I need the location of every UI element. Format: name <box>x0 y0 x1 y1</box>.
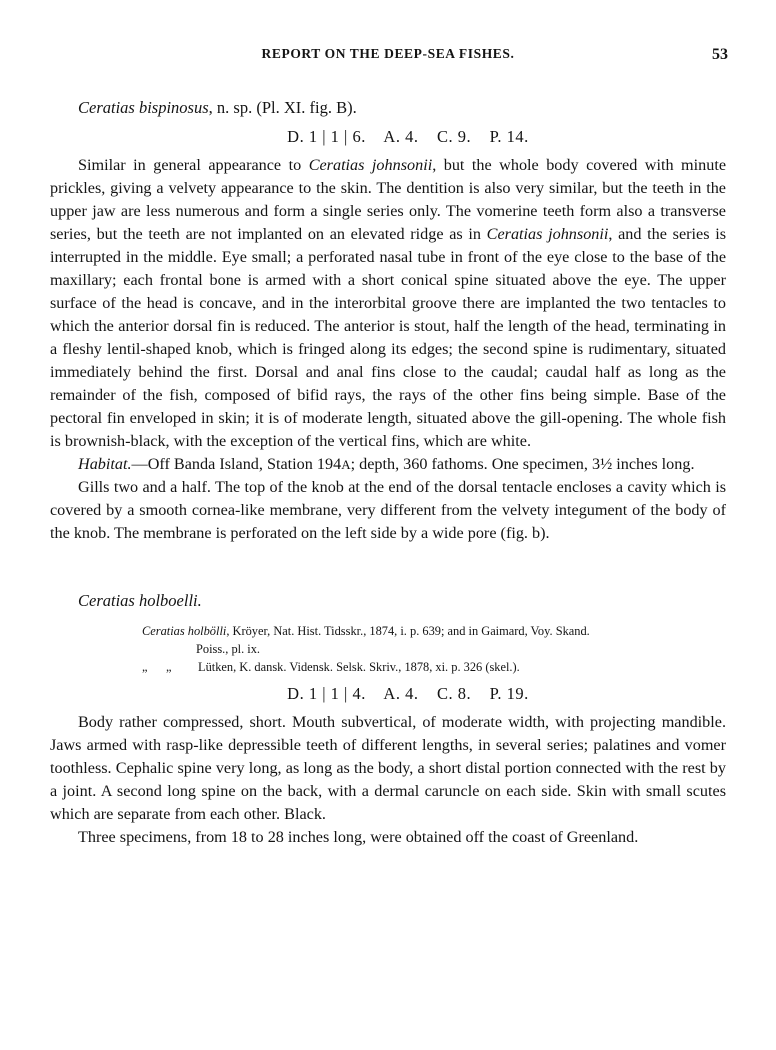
fin-formula: D. 1 | 1 | 6. A. 4. C. 9. P. 14. <box>287 127 529 146</box>
station-suffix: A <box>341 457 351 472</box>
section-gap <box>50 545 726 589</box>
species-name-suffix: , n. sp. (Pl. XI. fig. B). <box>208 98 357 117</box>
habitat-label: Habitat. <box>78 455 132 473</box>
ditto-marks <box>142 658 198 676</box>
species-heading-bispinosus <box>50 96 726 119</box>
species-name: Ceratias holboelli. <box>78 591 202 610</box>
reference-continuation: Poiss., pl. ix. <box>196 642 261 656</box>
species-reference: Ceratias johnsonii <box>486 225 609 243</box>
reference-text: Lütken, K. dansk. Vidensk. Selsk. Skriv., 1878, xi. p. 326 (skel.). <box>198 660 520 674</box>
synonymy-references <box>142 622 726 676</box>
reference-taxon: Ceratias holbölli <box>142 624 227 638</box>
description-text: Similar in general appearance to <box>78 156 309 174</box>
habitat-text-2: ; depth, 360 fathoms. One specimen, 3 <box>350 455 601 473</box>
species-reference: Ceratias johnsonii <box>308 156 433 174</box>
length-fraction: ½ <box>600 455 613 473</box>
fin-formula: D. 1 | 1 | 4. A. 4. C. 8. P. 19. <box>287 684 529 703</box>
ditto-mark: „ <box>142 660 148 674</box>
ditto-mark: „ <box>166 660 172 674</box>
running-head <box>48 46 728 68</box>
habitat-paragraph <box>50 453 726 476</box>
running-title: REPORT ON THE DEEP-SEA FISHES. <box>261 46 515 61</box>
page-number: 53 <box>712 46 728 63</box>
reference-line <box>142 658 726 676</box>
body-text <box>50 96 726 849</box>
specimens-paragraph: Three specimens, from 18 to 28 inches long, were obtained off the coast of Greenland. <box>78 828 639 846</box>
species-description <box>50 154 726 453</box>
species-heading-holboelli <box>50 589 726 612</box>
species-name: Ceratias bispinosus <box>78 98 209 117</box>
habitat-text-3: inches long. <box>612 455 695 473</box>
habitat-text: Off Banda Island, Station 194 <box>147 455 342 473</box>
description-text: , but the whole body covered with minute prickles, giving a velvety appearance to the skin. The dentition is also very similar, but the teeth in the upper jaw are less numerous and form a single series only. The vomerine teeth form also a transverse series, but the teeth are not implanted on an elevated ridge as in <box>50 156 726 243</box>
gills-paragraph: Gills two and a half. The top of the knob at the end of the dorsal tentacle encloses a cavity which is covered by a smooth cornea-like membrane, very different from the velvety integument of the body of the knob. The membrane is perforated on the left side by a wide pore (fig. b). <box>50 478 726 542</box>
reference-text: , Kröyer, Nat. Hist. Tidsskr., 1874, i. p. 639; and in Gaimard, Voy. Skand. <box>226 624 590 638</box>
species-description: Body rather compressed, short. Mouth subvertical, of moderate width, with projecting mandible. Jaws armed with rasp-like depressible teeth of different lengths, in several series; palatines and vomer toothless. Cephalic spine very long, as long as the body, a short distal portion connected with the rest by a joint. A second long spine on the back, with a dermal caruncle on each side. Skin with small scutes which are separate from each other. Black. <box>50 713 726 823</box>
description-text: , and the series is interrupted in the middle. Eye small; a perforated nasal tube in front of the eye close to the base of the maxillary; each frontal bone is armed with a short conical spine situated above the eye. The upper surface of the head is concave, and in the interorbital groove there are implanted the two tentacles to which the anterior dorsal fin is reduced. The anterior is stout, half the length of the head, terminating in a fleshy lentil-shaped knob, which is fringed along its edges; the second spine is rudimentary, situated immediately behind the first. Dorsal and anal fins close to the caudal; caudal half as long as the remainder of the fish, composed of bifid rays, the rays of the other fins being simple. Base of the pectoral fin enveloped in skin; it is of moderate length, situated above the gill-opening. The whole fish is brownish-black, with the exception of the vertical fins, which are white. <box>50 225 726 450</box>
habitat-dash: — <box>131 455 148 473</box>
reference-line <box>142 622 726 640</box>
